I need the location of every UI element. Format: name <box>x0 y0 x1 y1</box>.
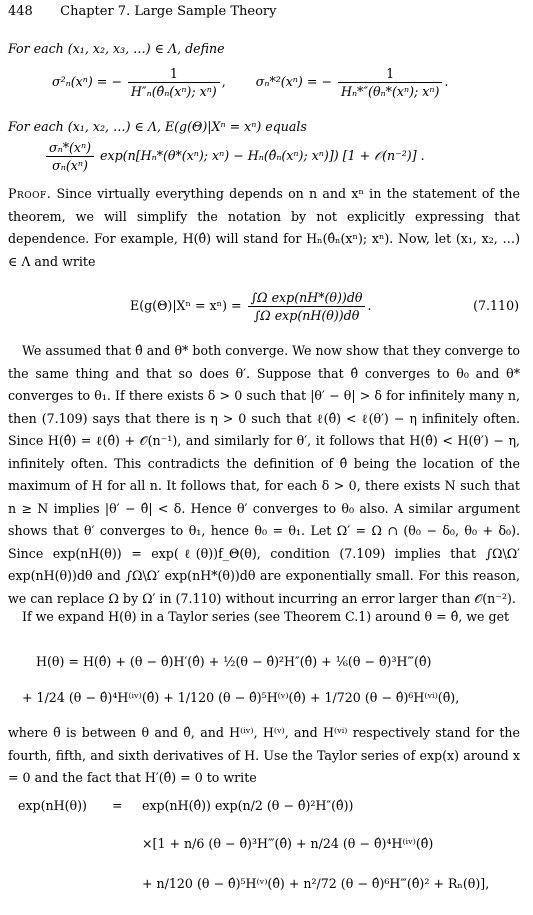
running-header <box>8 4 277 19</box>
eq1-right-denominator: Hₙ*″(θₙ*(xⁿ); xⁿ) <box>340 84 440 99</box>
eq3-numerator: ∫Ω exp(nH*(θ))dθ <box>248 290 366 307</box>
eq1-left-denominator: H″ₙ(θ̂ₙ(xⁿ); xⁿ) <box>130 84 217 99</box>
exp-expansion-lhs: exp(nH(θ)) <box>18 798 87 813</box>
eq1-left-lhs: σ²ₙ(xⁿ) = − <box>52 74 122 89</box>
definition-line-2: For each (x₁, x₂, …) ∈ Λ, E(g(Θ)|Xⁿ = xⁿ) equals <box>8 119 307 134</box>
exp-expansion-line-1: exp(nH(θ̂)) exp(n/2 (θ − θ̂)²H″(θ̂)) <box>142 798 354 813</box>
exp-expansion-line-2: ×[1 + n/6 (θ − θ̂)³H‴(θ̂) + n/24 (θ − θ̂)⁴H⁽ⁱᵛ⁾(θ̂) <box>142 836 434 851</box>
equation-posterior-expectation <box>44 140 425 173</box>
proof-paragraph-3: If we expand H(θ) in a Taylor series (see Theorem C.1) around θ = θ̂, we get <box>22 609 510 624</box>
equation-number-7-110: (7.110) <box>473 298 519 313</box>
eq3-denominator: ∫Ω exp(nH(θ))dθ <box>253 308 360 323</box>
equation-sigma-definitions: σ²ₙ(xⁿ) = − $\frac{1}{\text{H″ₙ(θ̂ₙ(xⁿ); xⁿ)}}$ , σₙ*²(xⁿ) = − $\frac{1}{\text{Hₙ*″(θₙ*(xⁿ); xⁿ)}}$ . <box>52 66 449 99</box>
eq1-left-numerator: 1 <box>128 66 220 83</box>
eq1-right-numerator: 1 <box>338 66 442 83</box>
proof-label: Proof. <box>8 186 52 201</box>
taylor-expansion-line-1: H(θ) = H(θ̂) + (θ − θ̂)H′(θ̂) + ½(θ − θ̂)²H″(θ̂) + ⅙(θ − θ̂)³H‴(θ̂) <box>36 654 432 669</box>
chapter-title: Chapter 7. Large Sample Theory <box>60 4 277 19</box>
definition-line-1: For each (x₁, x₂, x₃, …) ∈ Λ, define <box>8 41 225 56</box>
proof-paragraph-2: We assumed that θ̂ and θ* both converge. We now show that they converge to the same thing and that so does θ′. Suppose that θ̂ converges to θ₀ and θ* converges to θ₁. If there exists δ > 0 such that |θ′ − θ| > δ for infinitely many n, then (7.109) says that there is η > 0 such that ℓ(θ̂) < ℓ(θ′) − η infinitely often. Since H(θ̂) = ℓ(θ̂) + 𝒪(n⁻¹), and similarly for θ′, it follows that H(θ̂) < H(θ′) − η, infinitely often. This contradicts the definition of θ̂ being the location of the maximum of H for all n. It follows that, for each δ > 0, there exists N such that n ≥ N implies |θ′ − θ̂| < δ. Hence θ′ converges to θ₀ also. A similar argument shows that θ′ converges to θ₁, hence θ₀ = θ₁. Let Ω′ = Ω ∩ (θ₀ − δ₀, θ₀ + δ₀). Since exp(nH(θ)) = exp(ℓ(θ))f_Θ(θ), condition (7.109) implies that ∫Ω\Ω′ exp(nH(θ))dθ and ∫Ω\Ω′ exp(nH*(θ))dθ are exponentially small. For this reason, we can replace Ω by Ω′ in (7.110) without incurring an error larger than 𝒪(n⁻²). <box>8 343 520 606</box>
eq2-denominator: σₙ(xⁿ) <box>52 158 88 173</box>
page-number: 448 <box>8 4 33 19</box>
eq2-numerator: σₙ*(xⁿ) <box>46 140 94 157</box>
taylor-expansion-line-2: + 1/24 (θ − θ̂)⁴H⁽ⁱᵛ⁾(θ̂) + 1/120 (θ − θ̂)⁵H⁽ᵛ⁾(θ̂) + 1/720 (θ − θ̂)⁶H⁽ᵛⁱ⁾(θ̃), <box>22 690 460 705</box>
proof-para1-text: Since virtually everything depends on n and xⁿ in the statement of the theorem, we will simplify the notation by not explicitly expressing that dependence. For example, H(θ̂) will stand for Hₙ(θ̂ₙ(xⁿ); xⁿ). Now, let (x₁, x₂, …) ∈ Λ and write <box>8 186 520 269</box>
proof-paragraph-4: where θ̃ is between θ and θ̂, and H⁽ⁱᵛ⁾, H⁽ᵛ⁾, and H⁽ᵛⁱ⁾ respectively stand for the fourth, fifth, and sixth derivatives of H. Use the Taylor series of exp(x) around x = 0 and the fact that H′(θ̂) = 0 to write <box>8 725 520 785</box>
exp-expansion-equals: = <box>112 798 123 813</box>
eq2-rest: exp(n[Hₙ*(θ*(xⁿ); xⁿ) − Hₙ(θ̂ₙ(xⁿ); xⁿ)]) [1 + 𝒪(n⁻²)] . <box>100 148 425 163</box>
equation-7-110: E(g(Θ)|Xⁿ = xⁿ) = $\frac{\text{∫Ω exp(nH*(θ))dθ}}{\text{∫Ω exp(nH(θ))dθ}}$ . <box>130 290 372 323</box>
proof-paragraph-1 <box>8 183 520 273</box>
eq3-lhs: E(g(Θ)|Xⁿ = xⁿ) = <box>130 298 242 313</box>
eq1-right-lhs: σₙ*²(xⁿ) = − <box>255 74 332 89</box>
exp-expansion-line-3: + n/120 (θ − θ̂)⁵H⁽ᵛ⁾(θ̂) + n²/72 (θ − θ̂)⁶H‴(θ̂)² + Rₙ(θ)], <box>142 876 490 891</box>
